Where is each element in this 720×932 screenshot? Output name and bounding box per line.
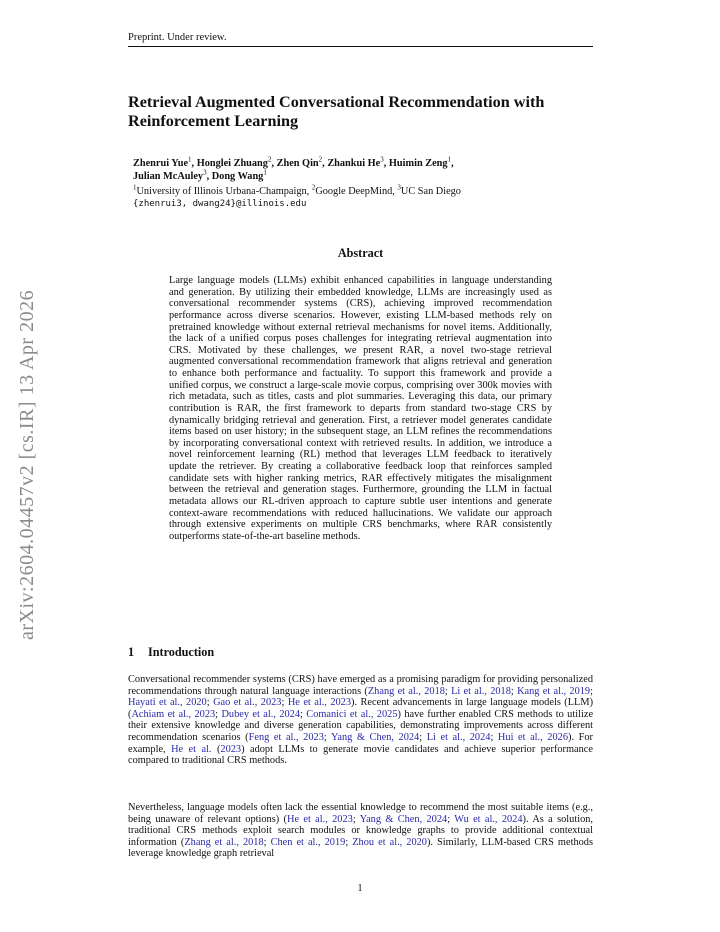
author-name: Honglei Zhuang bbox=[196, 158, 268, 169]
citation-link[interactable]: He et al. bbox=[171, 743, 212, 755]
paper-title: Retrieval Augmented Conversational Recommendation with Reinforcement Learning bbox=[128, 93, 545, 130]
citation-link[interactable]: Zhou et al., 2020 bbox=[352, 836, 427, 848]
affiliation-marker: 2 bbox=[267, 155, 272, 164]
citation-link[interactable]: Zhang et al., 2018 bbox=[184, 836, 264, 848]
abstract-text: Large language models (LLMs) exhibit enhanced capabilities in language understanding and generation. By utilizing their embedded knowledge, LLMs are increasingly used as conversational recommender systems (CRS), achieving improved recommendation performance across diverse scenarios. However, existing LLM-based methods rely on pretrained knowledge without external retrieval mechanisms for novel items. Additionally, the lack of a unified corpus poses challenges for integrating retrieval augmentation into CRS. Motivated by these challenges, we present RAR, a novel two-stage retrieval augmented conversational recommendation framework that aligns retrieval and generation to enhance both performance and factuality. To support this framework and provide a unified corpus, we construct a large-scale movie corpus, comprising over 300k movies with rich metadata, such as titles, casts and plot summaries. Leveraging this data, our primary contribution is RAR, the first framework to departs from standard two-stage CRS by dynamically bridging retrieval and generation. First, a retriever model generates candidate items based on user history; in the subsequent stage, an LLM refines the recommendations by incorporating conversational context with retrieved results. In addition, we introduce a novel reinforcement learning (RL) method that leverages LLM feedback to iteratively update the retriever. By creating a collaborative feedback loop that reinforces sampled candidate sets with higher ranking metrics, RAR effectively mitigates the misalignment between the retrieval and generation stages. Furthermore, grounding the LLM in factual metadata allows our RL-driven approach to capture subtle user intentions and generate context-aware recommendations with reduced hallucinations. We validate our approach through extensive experiments on multiple CRS benchmarks, where RAR consistently outperforms state-of-the-art baseline methods. bbox=[169, 275, 552, 542]
page-number: 1 bbox=[357, 883, 363, 894]
author-name: Zhenrui Yue bbox=[133, 158, 189, 169]
citation-link[interactable]: 2023 bbox=[220, 743, 242, 755]
citation-link[interactable]: Wu et al., 2024 bbox=[454, 813, 523, 825]
affiliation-name: University of Illinois Urbana-Champaign, bbox=[136, 186, 312, 197]
affiliation-marker: 1 bbox=[447, 155, 452, 164]
affiliation-marker: 1 bbox=[188, 155, 192, 164]
affiliations bbox=[133, 185, 603, 198]
author-email[interactable]: {zhenrui3, dwang24}@illinois.edu bbox=[133, 199, 307, 209]
citation-link[interactable]: Li et al., 2024 bbox=[426, 731, 491, 743]
citation-link[interactable]: Yang & Chen, 2024 bbox=[330, 731, 420, 743]
author-name: Julian McAuley bbox=[133, 171, 204, 182]
section-heading bbox=[128, 645, 214, 660]
affiliation-marker: 2 bbox=[311, 183, 316, 192]
citation-link[interactable]: Kang et al., 2019 bbox=[517, 685, 591, 697]
citation-link[interactable]: Comanici et al., 2025 bbox=[306, 708, 398, 720]
author-name: Zhankui He bbox=[327, 158, 381, 169]
citation-link[interactable]: Li et al., 2018 bbox=[451, 685, 511, 697]
citation-link[interactable]: Hayati et al., 2020 bbox=[128, 697, 207, 709]
citation-link[interactable]: Chen et al., 2019 bbox=[270, 836, 346, 848]
author-name: Zhen Qin bbox=[276, 158, 319, 169]
citation-link[interactable]: Achiam et al., 2023 bbox=[131, 708, 216, 720]
running-header: Preprint. Under review. bbox=[128, 32, 227, 43]
citation-link[interactable]: Dubey et al., 2024 bbox=[221, 708, 301, 720]
affiliation-marker: 3 bbox=[203, 168, 207, 177]
author-name: Dong Wang bbox=[211, 171, 264, 182]
affiliation-marker: 1 bbox=[133, 183, 137, 192]
author-name: Huimin Zeng bbox=[388, 158, 448, 169]
citation-link[interactable]: Feng et al., 2023 bbox=[248, 731, 324, 743]
affiliation-marker: 3 bbox=[397, 183, 401, 192]
citation-link[interactable]: Hui et al., 2026 bbox=[497, 731, 568, 743]
affiliation-marker: 2 bbox=[318, 155, 323, 164]
citation-link[interactable]: Gao et al., 2023 bbox=[213, 697, 282, 709]
citation-link[interactable]: He et al., 2023 bbox=[287, 697, 352, 709]
section-number: 1 bbox=[128, 645, 135, 659]
affiliation-name: Google DeepMind, bbox=[315, 186, 398, 197]
abstract-heading: Abstract bbox=[337, 246, 384, 260]
citation-link[interactable]: Yang & Chen, 2024 bbox=[359, 813, 448, 825]
affiliation-name: UC San Diego bbox=[400, 186, 461, 197]
citation-link[interactable]: He et al., 2023 bbox=[286, 813, 353, 825]
header-rule bbox=[128, 46, 593, 47]
arxiv-identifier[interactable]: arXiv:2604.04457v2 [cs.IR] 13 Apr 2026 bbox=[16, 289, 38, 640]
intro-paragraph-2: Nevertheless, language models often lack the essential knowledge to recommend the most suitable items (e.g., being unaware of relevant options) (He et al., 2023; Yang & Chen, 2024; Wu et al., 2024). As a solution, traditional CRS methods exploit search modules or knowledge graphs to provide additional contextual information (Zhang et al., 2018; Chen et al., 2019; Zhou et al., 2020). Similarly, LLM-based CRS methods leverage knowledge graph retrieval bbox=[128, 802, 594, 860]
affiliation-marker: 1 bbox=[263, 168, 267, 177]
affiliation-marker: 3 bbox=[380, 155, 384, 164]
citation-link[interactable]: Zhang et al., 2018 bbox=[367, 685, 445, 697]
intro-paragraph-1: Conversational recommender systems (CRS) have emerged as a promising paradigm for providing personalized recommendations through natural language interactions (Zhang et al., 2018; Li et al., 2018; Kang et al., 2019; Hayati et al., 2020; Gao et al., 2023; He et al., 2023). Recent advancements in large language models (LLM) (Achiam et al., 2023; Dubey et al., 2024; Comanici et al., 2025) have further enabled CRS methods to utilize their extensive knowledge and diverse generation capabilities, demonstrating improvements across different recommendation scenarios (Feng et al., 2023; Yang & Chen, 2024; Li et al., 2024; Hui et al., 2026). For example, He et al. (2023) adopt LLMs to generate movie candidates and achieve superior performance compared to traditional CRS methods. bbox=[128, 674, 594, 767]
section-title: Introduction bbox=[148, 645, 215, 659]
author-list: Zhenrui Yue$^1$, Honglei Zhuang$^2$, Zhen Qin$^2$, Zhankui He$^3$, Huimin Zeng$^1$, Julian McAuley$^3$, Dong Wang$^1$ bbox=[133, 155, 454, 182]
